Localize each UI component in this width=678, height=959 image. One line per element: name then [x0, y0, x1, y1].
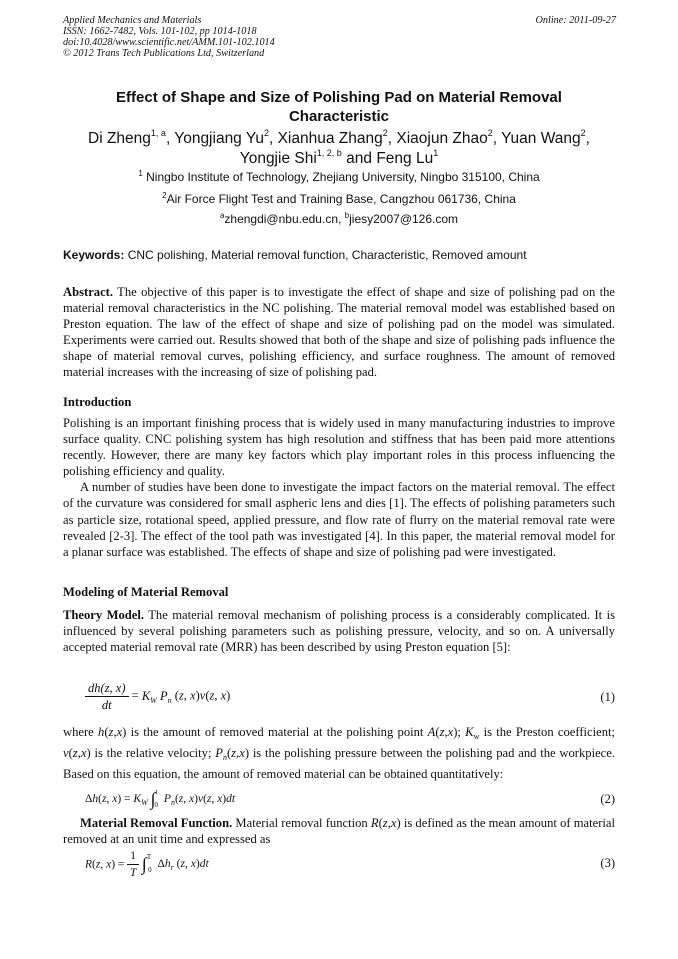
author-line-2: Yongjie Shi$^{1, 2, b}$ and Feng Lu$^1$	[239, 148, 439, 167]
author-name: Xiaojun Zhao	[396, 130, 488, 147]
author-superscript: 2	[263, 128, 269, 138]
keywords-label: Keywords:	[63, 248, 125, 262]
journal-doi: doi:10.4028/www.scientific.net/AMM.101-102.1014	[63, 37, 275, 48]
introduction-body	[63, 415, 615, 560]
journal-header	[63, 15, 275, 59]
paragraph: Polishing is an important finishing process that is widely used in many manufacturing industries to improve surface quality. CNC polishing system has high resolution and stiffness that has been paid more attentions recently. However, there are many key factors which play important roles in this process influencing the polishing efficiency and quality.	[63, 416, 615, 479]
equation-1-explanation: where h(z,x) is the amount of removed material at the polishing point A(z,x); $K_w$ is the Preston coefficient; v(z,x) is the relative velocity; $P_n(z,x)$ is the polishing pressure between the polishing pad and the workpiece. Based on this equation, the amount of removed material can be obtained quantitatively:	[63, 725, 615, 782]
affiliation-1: $^1$ Ningbo Institute of Technology, Zhejiang University, Ningbo 315100, China	[138, 169, 540, 184]
abstract-label: Abstract.	[63, 285, 114, 299]
author-name: Yongjiang Yu	[174, 130, 264, 147]
title-line-2: Characteristic	[288, 108, 390, 125]
author-superscript: 2	[382, 128, 388, 138]
author-name: Di Zheng	[88, 130, 151, 147]
equation-number: (2)	[600, 792, 615, 806]
author-superscript: 1, a	[150, 128, 166, 138]
equation-3: R(z, x) = $\frac{1}{T}$ ∫$^T_0$ $\Delta h_r$ (z, x)dt (3)	[85, 850, 615, 879]
paper-title	[63, 88, 615, 126]
email-link[interactable]: zhengdi@nbu.edu.cn,	[224, 212, 342, 226]
title-line-1: Effect of Shape and Size of Polishing Pad on Material Removal	[116, 89, 562, 106]
email-line: $^a$zhengdi@nbu.edu.cn, $^b$jiesy2007@126.com	[219, 211, 459, 226]
equation-1: $\frac{dh(z, x)}{dt}$ = $K_W$ $P_n$ (z, x)v(z, x) (1)	[63, 680, 615, 716]
theory-model-paragraph: Theory Model. The material removal mechanism of polishing process is a considerably complicated. It is influenced by several polishing parameters such as polishing pressure, velocity, and so on. A universally accepted material removal rate (MRR) has been described by using Preston equation [5]:	[63, 608, 615, 655]
journal-name: Applied Mechanics and Materials	[63, 15, 202, 26]
author-list	[63, 129, 615, 169]
equation-2: Δh(z, $x) = K_W$ ∫$^t_0$ $P_n(z$, x)v(z, x)dt (2)	[85, 788, 615, 809]
author-name: Feng Lu	[376, 150, 434, 167]
keywords-text: CNC polishing, Material removal function, Characteristic, Removed amount	[127, 248, 527, 262]
author-name: Xianhua Zhang	[277, 130, 383, 147]
online-date: Online: 2011-09-27	[535, 15, 616, 26]
theory-model-label: Theory Model.	[63, 608, 145, 622]
equation-number: (3)	[600, 856, 615, 870]
author-name: Yongjie Shi	[239, 150, 317, 167]
journal-issn: ISSN: 1662-7482, Vols. 101-102, pp 1014-1018	[63, 26, 257, 37]
mrf-label: Material Removal Function.	[80, 816, 233, 830]
section-heading-modeling: Modeling of Material Removal	[63, 585, 229, 599]
keywords	[63, 248, 615, 262]
abstract	[63, 284, 615, 381]
abstract-text: The objective of this paper is to investigate the effect of shape and size of polishing pad on the material removal characteristics in the NC polishing. The material removal model was established based on Preston equation. The law of the effect of shape and size of polishing pad on the model was simulated. Experiments were carried out. Results showed that both of the shape and size of polishing pads influence the shape of material removal curves, polishing efficiency, and surface roughness. The amount of removed material increases with the increasing of size of polishing pad.	[63, 285, 616, 380]
affiliation-2: $^2$Air Force Flight Test and Training Base, Cangzhou 061736, China	[162, 191, 516, 206]
journal-copyright: © 2012 Trans Tech Publications Ltd, Switzerland	[63, 48, 265, 59]
author-superscript: 1	[433, 148, 439, 158]
author-superscript: 2	[580, 128, 586, 138]
section-heading-introduction: Introduction	[63, 395, 132, 409]
author-superscript: 2	[487, 128, 493, 138]
paragraph: A number of studies have been done to investigate the impact factors on the material removal. The effect of the curvature was considered for small aspheric lens and dies [1]. The effects of polishing parameters such as particle size, rotational speed, applied pressure, and flow rate of flurry on the material removal rate were revealed [2-3]. The effect of the tool path was investigated [4]. In this paper, the material removal model for a planar surface was established. The effects of shape and size of polishing pad were investigated.	[63, 480, 615, 559]
email-link[interactable]: jiesy2007@126.com	[349, 212, 459, 226]
author-line-1: Di Zheng$^{1, a}$, Yongjiang Yu$^2$, Xianhua Zhang$^2$, Xiaojun Zhao$^2$, Yuan Wang$^2$,	[88, 128, 590, 147]
author-superscript: 1, 2, b	[316, 148, 342, 158]
material-removal-function-paragraph: Material Removal Function. Material removal function R(z,x) is defined as the mean amount of material removed at an unit time and expressed as	[63, 816, 615, 847]
author-name: Yuan Wang	[501, 130, 581, 147]
equation-number: (1)	[600, 690, 615, 704]
